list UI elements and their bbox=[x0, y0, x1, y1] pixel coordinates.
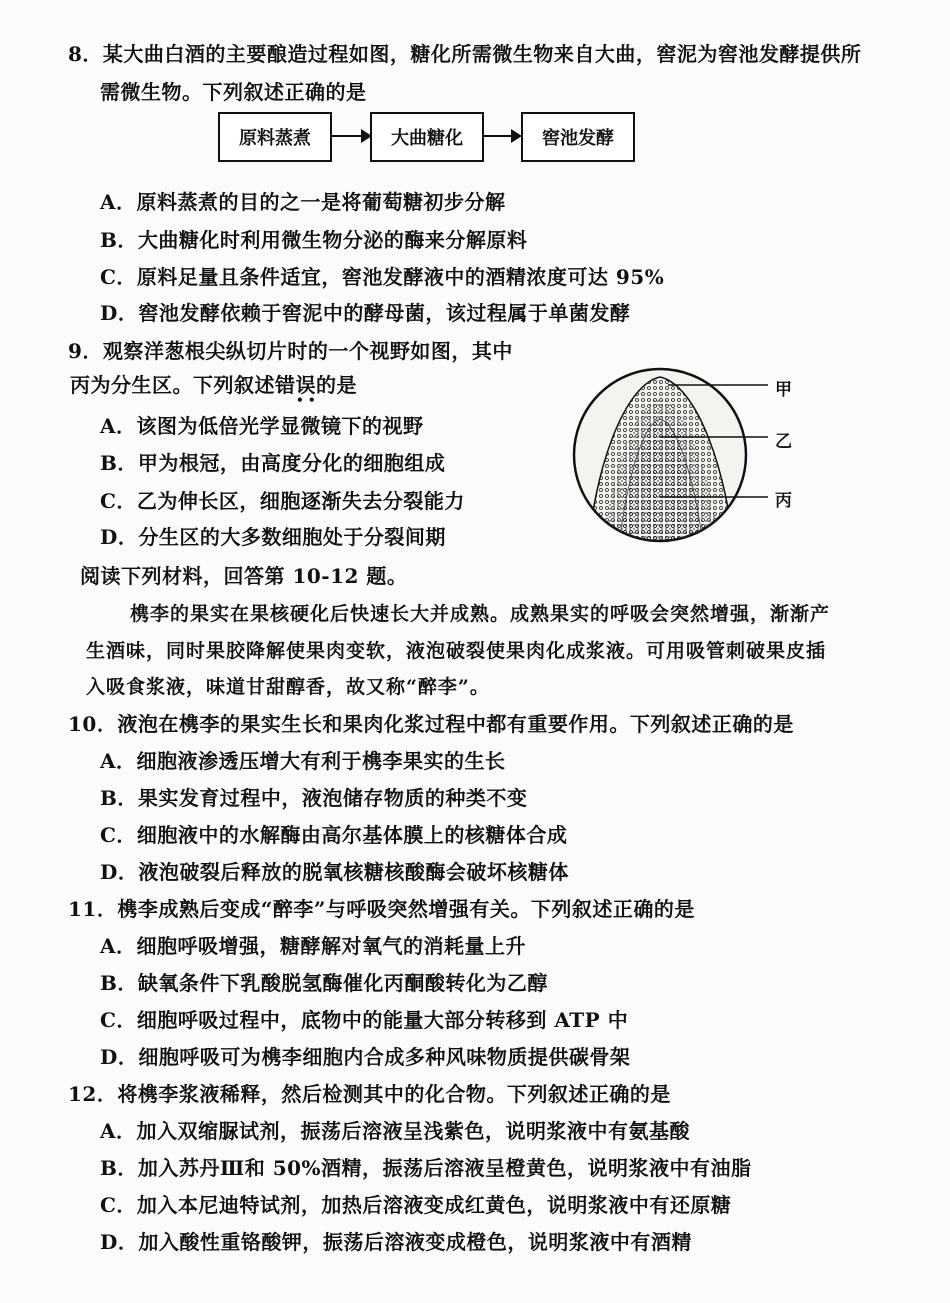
root-tip-figure bbox=[568, 355, 808, 555]
label-bing: 丙 bbox=[775, 491, 792, 511]
flow-step-saccharification: 大曲糖化 bbox=[370, 112, 484, 162]
q8-option-a: A．原料蒸煮的目的之一是将葡萄糖初步分解 bbox=[100, 190, 506, 214]
q10-option-b: B．果实发育过程中，液泡储存物质的种类不变 bbox=[100, 786, 528, 810]
q9-stem-line2: 丙为分生区。下列叙述错误的是 bbox=[70, 373, 357, 397]
q9-option-c: C．乙为伸长区，细胞逐渐失去分裂能力 bbox=[100, 489, 465, 513]
q12-option-d: D．加入酸性重铬酸钾，振荡后溶液变成橙色，说明浆液中有酒精 bbox=[100, 1230, 692, 1254]
emphasis-dots: • • bbox=[296, 393, 316, 407]
q12-stem: 12．将槜李浆液稀释，然后检测其中的化合物。下列叙述正确的是 bbox=[68, 1082, 671, 1106]
q9-stem-line1: 9．观察洋葱根尖纵切片时的一个视野如图，其中 bbox=[68, 339, 513, 363]
q8-stem-line2: 需微生物。下列叙述正确的是 bbox=[100, 80, 367, 104]
label-yi: 乙 bbox=[775, 432, 792, 452]
q8-option-d: D．窖池发酵依赖于窖泥中的酵母菌，该过程属于单菌发酵 bbox=[100, 301, 631, 325]
q11-option-d: D．细胞呼吸可为槜李细胞内合成多种风味物质提供碳骨架 bbox=[100, 1045, 631, 1069]
q12-option-b: B．加入苏丹Ⅲ和 50%酒精，振荡后溶液呈橙黄色，说明浆液中有油脂 bbox=[100, 1156, 752, 1180]
q8-flowchart bbox=[218, 112, 638, 162]
flow-step-cooking: 原料蒸煮 bbox=[218, 112, 332, 162]
flow-arrow-icon bbox=[484, 135, 520, 137]
reading-intro: 阅读下列材料，回答第 10-12 题。 bbox=[80, 564, 408, 588]
q11-option-c: C．细胞呼吸过程中，底物中的能量大部分转移到 ATP 中 bbox=[100, 1008, 629, 1032]
q10-option-c: C．细胞液中的水解酶由高尔基体膜上的核糖体合成 bbox=[100, 823, 568, 847]
q10-stem: 10．液泡在槜李的果实生长和果肉化浆过程中都有重要作用。下列叙述正确的是 bbox=[68, 712, 794, 736]
q8-stem-line1: 8．某大曲白酒的主要酿造过程如图，糖化所需微生物来自大曲，窖泥为窖池发酵提供所 bbox=[68, 42, 862, 66]
flow-arrow-icon bbox=[332, 135, 370, 137]
q9-option-b: B．甲为根冠，由高度分化的细胞组成 bbox=[100, 451, 446, 475]
q10-option-a: A．细胞液渗透压增大有利于槜李果实的生长 bbox=[100, 749, 506, 773]
q11-option-a: A．细胞呼吸增强，糖酵解对氧气的消耗量上升 bbox=[100, 934, 527, 958]
q8-option-c: C．原料足量且条件适宜，窖池发酵液中的酒精浓度可达 95% bbox=[100, 265, 665, 289]
passage-line1: 槜李的果实在果核硬化后快速长大并成熟。成熟果实的呼吸会突然增强，渐渐产 bbox=[130, 603, 831, 625]
q11-stem: 11．槜李成熟后变成“醉李”与呼吸突然增强有关。下列叙述正确的是 bbox=[68, 897, 695, 921]
q12-option-c: C．加入本尼迪特试剂，加热后溶液变成红黄色，说明浆液中有还原糖 bbox=[100, 1193, 732, 1217]
q10-option-d: D．液泡破裂后释放的脱氧核糖核酸酶会破坏核糖体 bbox=[100, 860, 569, 884]
root-tip-micrograph bbox=[568, 355, 808, 555]
label-jia: 甲 bbox=[775, 380, 792, 400]
q8-option-b: B．大曲糖化时利用微生物分泌的酶来分解原料 bbox=[100, 228, 528, 252]
q12-option-a: A．加入双缩脲试剂，振荡后溶液呈浅紫色，说明浆液中有氨基酸 bbox=[100, 1119, 691, 1143]
q9-option-d: D．分生区的大多数细胞处于分裂间期 bbox=[100, 525, 446, 549]
passage-line2: 生酒味，同时果胶降解使果肉变软，液泡破裂使果肉化成浆液。可用吸管刺破果皮插 bbox=[86, 640, 827, 662]
q9-option-a: A．该图为低倍光学显微镜下的视野 bbox=[100, 414, 424, 438]
q11-option-b: B．缺氧条件下乳酸脱氢酶催化丙酮酸转化为乙醇 bbox=[100, 971, 548, 995]
flow-step-fermentation: 窖池发酵 bbox=[521, 112, 635, 162]
passage-line3: 入吸食浆液，味道甘甜醇香，故又称“醉李”。 bbox=[86, 676, 490, 698]
